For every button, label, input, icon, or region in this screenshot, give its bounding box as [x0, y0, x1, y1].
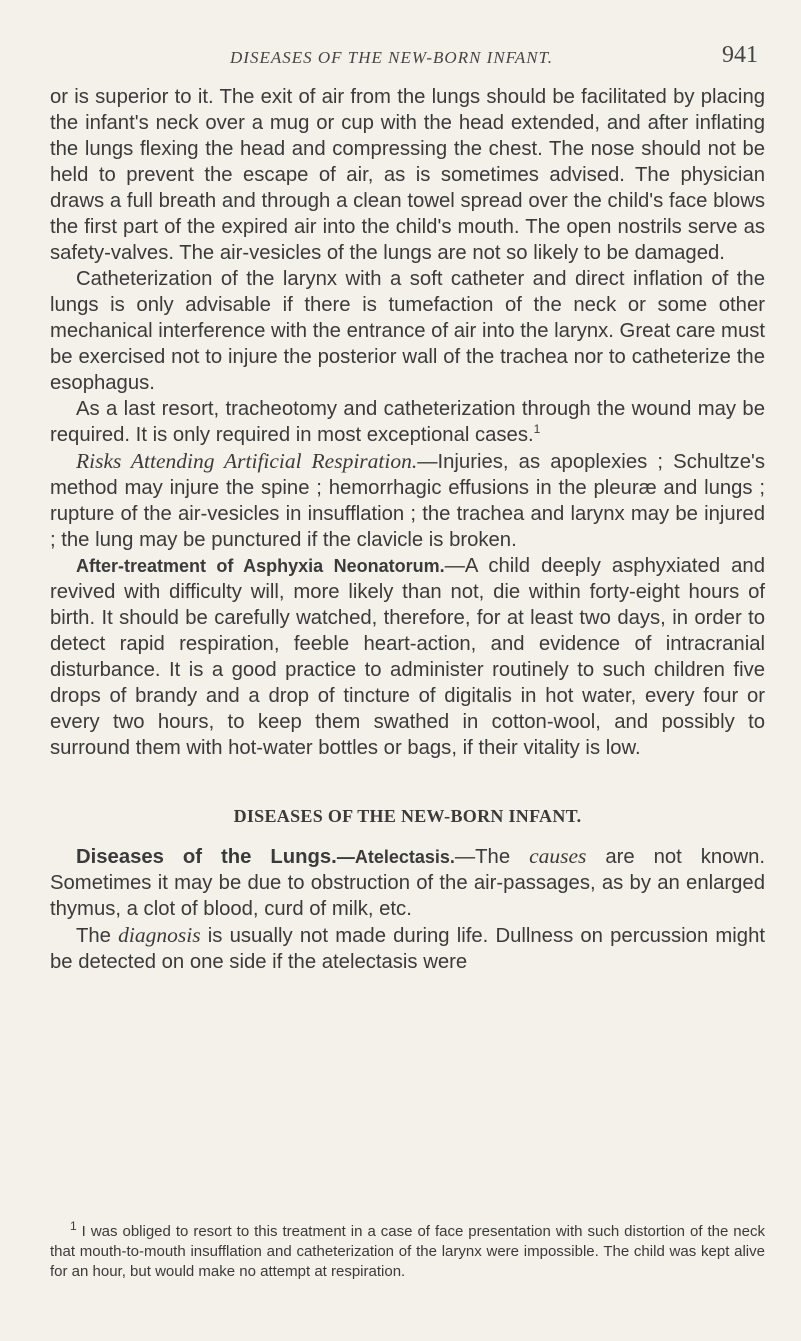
paragraph: [50, 553, 765, 761]
paragraph-title: After-treatment of Asphyxia Neonatorum.: [76, 556, 445, 576]
paragraph-title: Risks Attending Artificial Respiration.: [76, 449, 418, 473]
footnote-ref: 1: [533, 422, 541, 437]
footnotes: [50, 1219, 765, 1282]
paragraph-text: —Injuries, as apoplexies ; Schultze's method may injure the spine ; hemorrhagic effusions in the pleuræ and lungs ; rupture of the air-vesicles in insufflation ; the trachea and larynx may be injured ; the lung may be punctured if the clavicle is broken.: [50, 451, 765, 551]
emphasis: diagnosis: [118, 923, 201, 947]
paragraph-text: —A child deeply asphyxiated and revived with difficulty will, more likely than not, die within forty-eight hours of birth. It should be carefully watched, therefore, for at least two days, in order to detect rapid respiration, feeble heart-action, and evidence of intracranial disturbance. It is a good practice to administer routinely to such children five drops of brandy and a drop of tincture of digitalis in hot water, every four or every two hours, to keep them swathed in cotton-wool, and possibly to surround them with hot-water bottles or bags, if their vitality is low.: [50, 555, 765, 759]
page-number: 941: [722, 42, 758, 68]
paragraph: [50, 448, 765, 553]
page-header: [0, 40, 801, 80]
body-text: [50, 84, 765, 975]
paragraph: [50, 843, 765, 922]
paragraph-subtitle: —Atelectasis.: [336, 847, 455, 867]
footnote: [50, 1219, 765, 1282]
running-head: DISEASES OF THE NEW-BORN INFANT.: [230, 48, 554, 67]
paragraph-text: are not known. Sometimes it may be due to obstruction of the air-passages, as by an enlarged thymus, a clot of blood, curd of milk, etc.: [50, 846, 765, 920]
paragraph-text: The: [76, 925, 119, 947]
paragraph: or is superior to it. The exit of air from the lungs should be facilitated by placing the infant's neck over a mug or cup with the head extended, and after inflating the lungs flexing the head and compressing the chest. The nose should not be held to prevent the escape of air, as is sometimes advised. The physician draws a full breath and through a clean towel spread over the child's face blows the first part of the expired air into the child's mouth. The open nostrils serve as safety-valves. The air-vesicles of the lungs are not so likely to be damaged.: [50, 86, 765, 264]
paragraph: [50, 922, 765, 975]
paragraph-text: As a last resort, tracheotomy and catheterization through the wound may be required. It is only required in most exceptional cases.: [50, 398, 765, 446]
paragraph-title: Diseases of the Lungs.: [76, 846, 337, 868]
footnote-marker: 1: [70, 1219, 77, 1233]
paragraph-text: is usually not made during life. Dullness on percussion might be detected on one side if the atelectasis were: [50, 925, 765, 973]
paragraph: [50, 396, 765, 448]
section-heading: DISEASES OF THE NEW-BORN INFANT.: [233, 806, 582, 826]
paragraph-text: —The: [454, 846, 530, 868]
footnote-text: I was obliged to resort to this treatment in a case of face presentation with such distortion of the neck that mouth-to-mouth insufflation and catheterization of the larynx were impossible. The child was kept alive for an hour, but would make no attempt at respiration.: [50, 1223, 765, 1280]
paragraph: Catheterization of the larynx with a soft catheter and direct inflation of the lungs is only advisable if there is tumefaction of the neck or some other mechanical interference with the entrance of air into the larynx. Great care must be exercised not to injure the posterior wall of the trachea nor to catheterize the esophagus.: [50, 268, 765, 394]
emphasis: causes: [529, 844, 587, 868]
